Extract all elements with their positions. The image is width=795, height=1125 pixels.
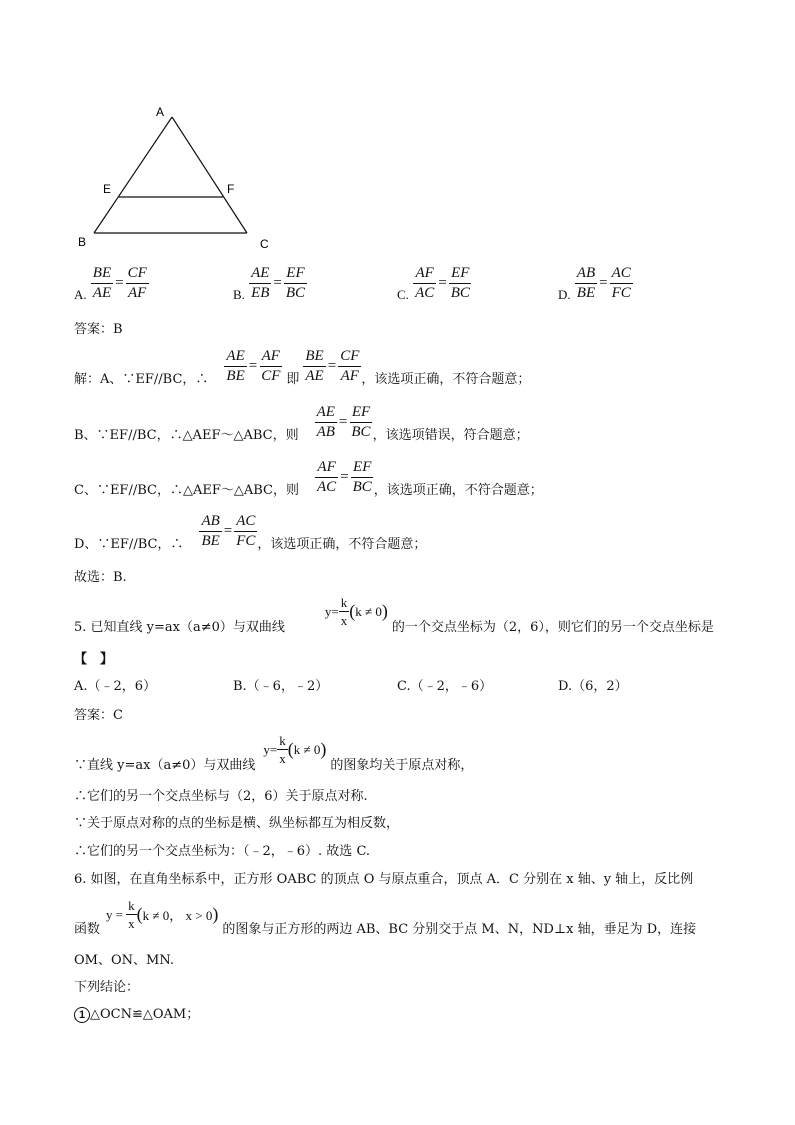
- hyperbola-condition: k ≠ 0: [355, 603, 382, 619]
- denominator: x: [340, 613, 348, 628]
- solution-b-fraction-left: [315, 405, 337, 440]
- option-a-right-fraction: [126, 266, 149, 301]
- numerator: EF: [350, 405, 372, 423]
- numerator: k: [128, 898, 135, 913]
- function-fraction: [126, 899, 137, 930]
- solution-4-choose: 故选：B.: [74, 570, 127, 585]
- denominator: BE: [226, 368, 245, 384]
- numerator: EF: [284, 266, 306, 284]
- numerator: AC: [234, 514, 257, 532]
- numerator: AB: [199, 514, 221, 532]
- option-b-right-fraction: [284, 266, 307, 301]
- denominator: AF: [340, 368, 359, 384]
- hyperbola-y: y=: [263, 741, 278, 757]
- option-c: C. $\frac{AF}{AC}$ = $\frac{EF}{BC}$: [397, 265, 470, 302]
- solution-d-post: ，该选项正确，不符合题意；: [257, 537, 427, 552]
- q5-solution-hyperbola: y= $\frac{k}{x}$ ( k ≠ 0 ): [263, 733, 327, 766]
- denominator: BC: [450, 285, 470, 301]
- hyperbola-condition: k ≠ 0: [293, 741, 321, 757]
- numerator: AB: [575, 266, 597, 284]
- numerator: AF: [260, 349, 282, 367]
- q5-option-c: C.（﹣2，﹣6）: [397, 679, 493, 694]
- option-a-left-fraction: [91, 266, 113, 301]
- numerator: k: [340, 595, 348, 610]
- denominator: EB: [251, 285, 270, 301]
- denominator: BC: [351, 424, 371, 440]
- option-c-right-fraction: [449, 266, 472, 301]
- solution-c-fraction-left: [315, 460, 338, 495]
- numerator: CF: [338, 349, 361, 367]
- question-5-post: 的一个交点坐标为（2，6），则它们的另一个交点坐标是: [391, 620, 714, 635]
- side-ac: [172, 117, 247, 233]
- solution-d-fraction-left: [199, 514, 221, 549]
- solution-c-fraction-right: [351, 460, 374, 495]
- denominator: FC: [236, 533, 256, 549]
- q5-solution-line-1: [74, 732, 473, 773]
- function-condition: k ≠ 0， x > 0: [142, 908, 213, 923]
- solution-a-fraction-1-left: [224, 349, 246, 384]
- numerator: EF: [449, 266, 471, 284]
- denominator: FC: [611, 285, 631, 301]
- denominator: CF: [261, 368, 281, 384]
- numerator: EF: [351, 460, 373, 478]
- answer-4: 答案：B: [74, 322, 123, 337]
- q5-solution-1-pre: ∵直线 y=ax（a≠0）与双曲线: [74, 758, 256, 773]
- solution-d-pre: D、∵EF//BC，∴: [74, 537, 184, 552]
- solution-line-d: D、∵EF//BC，∴ $\frac{AB}{BE}$ = $\frac{AC}{FC}$ ，该选项正确，不符合题意；: [74, 513, 427, 552]
- denominator: BC: [352, 479, 372, 495]
- option-d-label: D.: [558, 287, 571, 302]
- numerator: BE: [91, 266, 113, 284]
- denominator: BE: [201, 533, 220, 549]
- denominator: AC: [415, 285, 435, 301]
- option-a-label: A.: [74, 287, 87, 302]
- denominator: AE: [305, 368, 324, 384]
- solution-b-pre: B、∵EF//BC，∴△AEF～△ABC，则: [74, 428, 299, 443]
- question-6-line-2: [74, 896, 696, 937]
- hyperbola-fraction: [339, 596, 350, 627]
- q5-solution-line-2: ∴它们的另一个交点坐标与（2，6）关于原点对称.: [74, 789, 368, 804]
- item-1-text: △OCN≌△OAM；: [90, 1007, 200, 1022]
- option-c-label: C.: [397, 287, 409, 302]
- question-6-function: y = $\frac{k}{x}$ ( k ≠ 0， x > 0 ): [106, 898, 219, 931]
- solution-c-post: ，该选项正确，不符合题意；: [373, 483, 543, 498]
- denominator: x: [128, 916, 135, 931]
- numerator: AE: [249, 266, 271, 284]
- numerator: AC: [610, 266, 633, 284]
- question-5-bracket: 【 】: [74, 652, 114, 667]
- option-b-label: B.: [233, 287, 245, 302]
- label-e: E: [103, 182, 112, 196]
- question-6-line-4: 下列结论：: [74, 980, 140, 995]
- solution-a-fraction-1-right: [259, 349, 282, 384]
- label-b: B: [78, 235, 87, 249]
- label-c: C: [260, 237, 269, 251]
- solution-b-post: ，该选项错误，符合题意；: [372, 428, 529, 443]
- answer-5: 答案：C: [74, 708, 123, 723]
- solution-line-b: B、∵EF//BC，∴△AEF～△ABC，则 $\frac{AE}{AB}$ = $\frac{EF}{BC}$ ，该选项错误，符合题意；: [74, 404, 529, 443]
- question-6-item-1: [74, 1003, 199, 1023]
- denominator: BC: [285, 285, 306, 301]
- question-6-l2-pre: 函数: [74, 922, 101, 937]
- numerator: CF: [126, 266, 149, 284]
- question-6-l2-post: 的图象与正方形的两边 AB、BC 分别交于点 M、N，ND⊥x 轴，垂足为 D，连接: [222, 922, 697, 937]
- denominator: AF: [128, 285, 147, 301]
- q5-solution-1-post: 的图象均关于原点对称，: [330, 758, 474, 773]
- question-5-line: [74, 594, 714, 635]
- option-d-right-fraction: [610, 266, 633, 301]
- question-6-line-3: OM、ON、MN.: [74, 953, 174, 968]
- solution-b-fraction-right: [349, 405, 372, 440]
- label-a: A: [156, 105, 165, 119]
- numerator: AF: [413, 266, 435, 284]
- numerator: AE: [315, 405, 337, 423]
- option-b-left-fraction: [249, 266, 271, 301]
- q5-solution-line-4: ∴它们的另一个交点坐标为：（﹣2，﹣6）. 故选 C.: [74, 844, 371, 859]
- q5-option-a: A.（﹣2，6）: [74, 679, 157, 694]
- solution-a-post: ，该选项正确，不符合题意；: [361, 372, 531, 387]
- hyperbola-fraction: [277, 734, 288, 765]
- option-c-left-fraction: [413, 266, 436, 301]
- numerator: AF: [315, 460, 337, 478]
- numerator: AE: [224, 349, 246, 367]
- denominator: AB: [316, 424, 335, 440]
- option-a: A. $\frac{BE}{AE}$ = $\frac{CF}{AF}$: [74, 265, 147, 302]
- question-5-hyperbola: y= $\frac{k}{x}$ ( k ≠ 0 ): [324, 595, 388, 628]
- solution-line-c: C、∵EF//BC，∴△AEF～△ABC，则 $\frac{AF}{AC}$ = $\frac{EF}{BC}$ ，该选项正确，不符合题意；: [74, 459, 543, 498]
- label-f: F: [227, 182, 235, 196]
- triangle-figure: [70, 100, 290, 260]
- solution-a-fraction-2-left: [303, 349, 325, 384]
- q5-option-d: D.（6，2）: [558, 679, 628, 694]
- solution-line-a: 解：A、∵EF//BC，∴ $\frac{AE}{BE}$ = $\frac{AF}{CF}$ 即 $\frac{BE}{AE}$ = $\frac{CF}{AF}$ ，该选项正确，不符合题意；: [74, 348, 531, 387]
- denominator: AE: [92, 285, 112, 301]
- circled-number-1: 1: [74, 1007, 90, 1023]
- option-b: B. $\frac{AE}{EB}$ = $\frac{EF}{BC}$: [233, 265, 306, 302]
- question-6-line-1: 6. 如图，在直角坐标系中，正方形 OABC 的顶点 O 与原点重合，顶点 A．C 分别在 x 轴、y 轴上，反比例: [74, 872, 694, 887]
- hyperbola-y: y=: [324, 603, 339, 619]
- denominator: AC: [316, 479, 337, 495]
- solution-c-pre: C、∵EF//BC，∴△AEF～△ABC，则: [74, 483, 299, 498]
- solution-d-fraction-right: [234, 514, 257, 549]
- solution-a-pre: 解：A、∵EF//BC，∴: [74, 372, 209, 387]
- solution-a-fraction-2-right: [338, 349, 361, 384]
- side-ab: [94, 117, 172, 233]
- q5-solution-line-3: ∵关于原点对称的点的坐标是横、纵坐标都互为相反数，: [74, 816, 400, 831]
- numerator: k: [279, 733, 286, 748]
- function-y: y =: [106, 906, 124, 922]
- question-5-pre: 5. 已知直线 y=ax（a≠0）与双曲线: [74, 620, 285, 635]
- option-d-left-fraction: [575, 266, 597, 301]
- option-d: D. $\frac{AB}{BE}$ = $\frac{AC}{FC}$: [558, 265, 631, 302]
- denominator: x: [279, 751, 286, 766]
- denominator: BE: [576, 285, 596, 301]
- numerator: BE: [303, 349, 325, 367]
- solution-a-mid: 即: [286, 372, 300, 387]
- q5-option-b: B.（﹣6，﹣2）: [233, 679, 329, 694]
